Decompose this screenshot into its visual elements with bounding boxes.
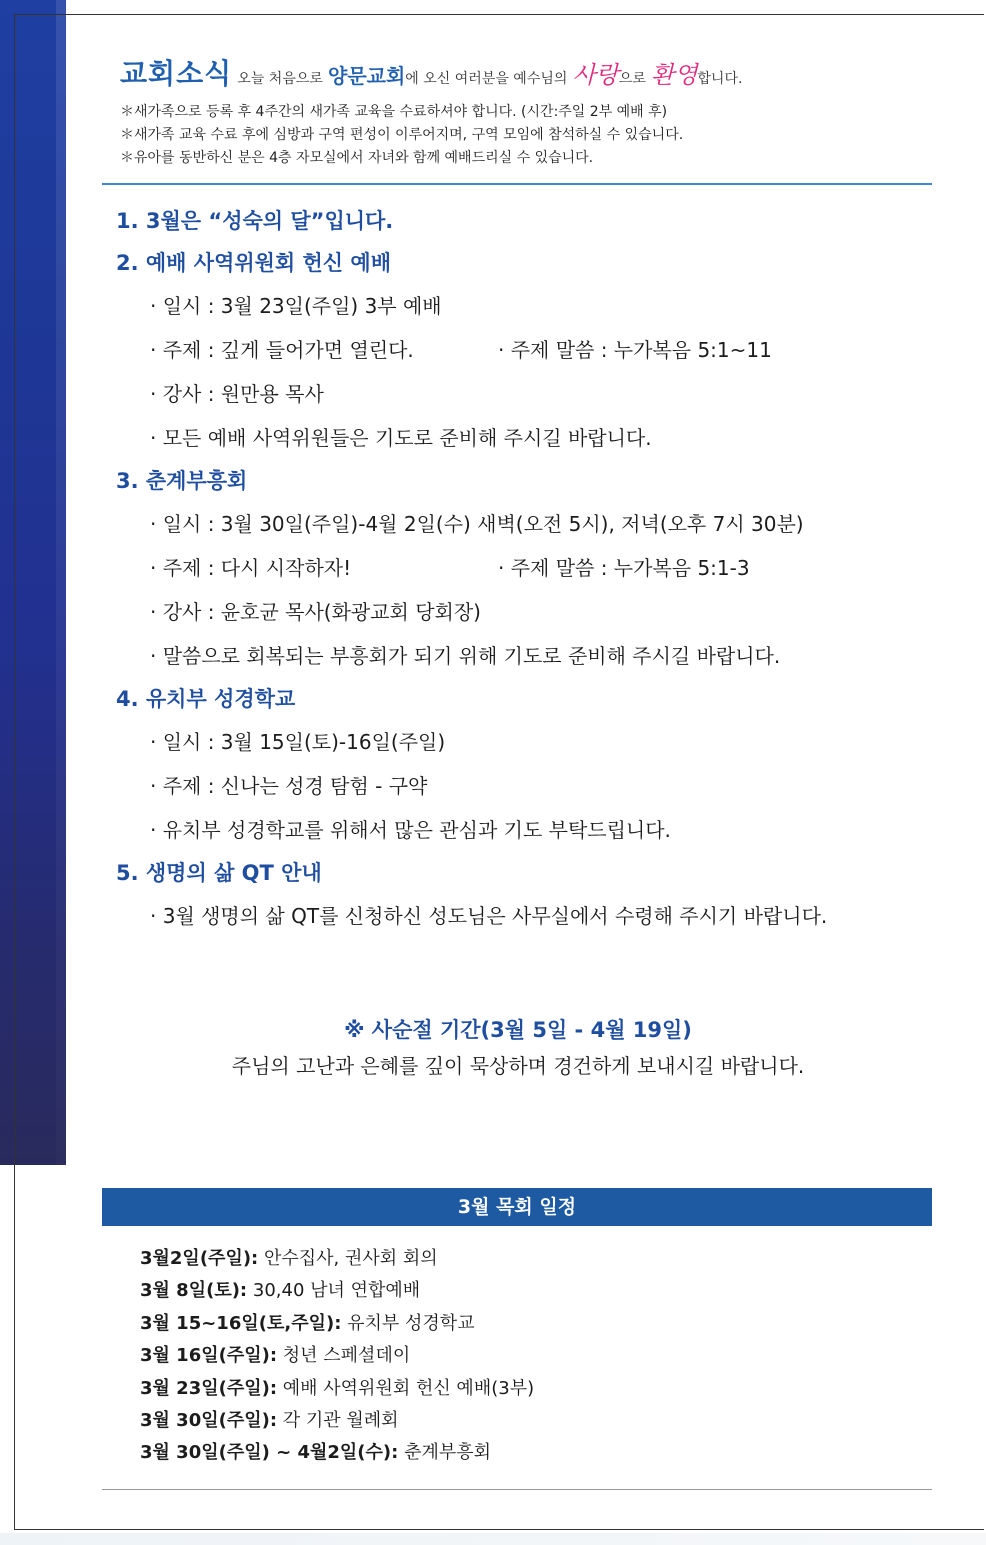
bullet-text: · 일시 : 3월 23일(주일) 3부 예배 [150, 294, 442, 318]
love-word: 사랑 [572, 61, 619, 89]
header-divider [102, 183, 932, 185]
bullet-item [116, 808, 946, 852]
bullet-item [116, 590, 946, 634]
newcomer-notes [120, 101, 683, 170]
bullet-item [116, 634, 946, 678]
bullet-item [116, 546, 946, 590]
welcome-word: 환영 [651, 61, 698, 89]
schedule-event: 춘계부흥회 [404, 1442, 492, 1464]
section-heading: 3. 춘계부흥회 [116, 469, 248, 493]
bullet-item [116, 284, 946, 328]
schedule-list [140, 1243, 534, 1470]
schedule-event: 예배 사역위원회 헌신 예배(3부) [282, 1377, 535, 1399]
bullet-item [116, 328, 946, 372]
schedule-event: 유치부 성경학교 [347, 1312, 475, 1334]
lent-notice [0, 1012, 986, 1084]
lent-text: 주님의 고난과 은혜를 깊이 묵상하며 경건하게 보내시길 바랍니다. [231, 1054, 805, 1078]
bullet-text: · 유치부 성경학교를 위해서 많은 관심과 기도 부탁드립니다. [150, 818, 671, 842]
schedule-title-bar: 3월 목회 일정 [102, 1188, 932, 1226]
schedule-date: 3월2일(주일): [140, 1248, 259, 1269]
note-item: ＊새가족으로 등록 후 4주간의 새가족 교육을 수료하셔야 합니다. (시간:주일 2부 예배 후) [120, 104, 668, 120]
welcome-line [120, 52, 940, 96]
schedule-item [140, 1243, 534, 1275]
schedule-date: 3월 8일(토): [140, 1280, 248, 1302]
lent-title: ※ 사순절 기간(3월 5일 - 4월 19일) [344, 1018, 692, 1042]
bullet-text: · 주제 : 다시 시작하자! [150, 556, 352, 580]
bullet-scripture: · 주제 말씀 : 누가복음 5:1~11 [498, 338, 772, 362]
greeting-text-2: 에 오신 여러분을 예수님의 [405, 71, 568, 87]
schedule-date: 3월 16일(주일): [140, 1345, 278, 1367]
greeting-text-4: 합니다. [697, 71, 743, 87]
bullet-item [116, 372, 946, 416]
schedule-item [140, 1340, 534, 1372]
schedule-date: 3월 23일(주일): [140, 1377, 278, 1399]
bullet-text: · 모든 예배 사역위원들은 기도로 준비해 주시길 바랍니다. [150, 426, 652, 450]
bullet-text: · 주제 : 신나는 성경 탐험 - 구약 [150, 774, 428, 798]
schedule-divider [102, 1489, 932, 1490]
page-title: 교회소식 [120, 57, 233, 90]
schedule-item [140, 1308, 534, 1340]
schedule-date: 3월 15~16일(토,주일): [140, 1312, 342, 1334]
bullet-text: · 강사 : 원만용 목사 [150, 382, 324, 406]
section-heading: 1. 3월은 “성숙의 달”입니다. [116, 209, 394, 233]
schedule-event: 30,40 남녀 연합예배 [252, 1280, 421, 1302]
bullet-text: · 주제 : 깊게 들어가면 열린다. [150, 338, 414, 362]
bullet-item [116, 502, 946, 546]
note-item: ＊새가족 교육 수료 후에 심방과 구역 편성이 이루어지며, 구역 모임에 참석하실 수 있습니다. [120, 127, 684, 143]
bullet-item [116, 720, 946, 764]
schedule-item [140, 1373, 534, 1405]
bullet-text: · 일시 : 3월 15일(토)-16일(주일) [150, 730, 446, 754]
bottom-strip [0, 1533, 986, 1545]
schedule-event: 안수집사, 권사회 회의 [264, 1248, 438, 1269]
section-heading: 5. 생명의 삶 QT 안내 [116, 861, 322, 885]
schedule-item [140, 1275, 534, 1307]
bullet-scripture: · 주제 말씀 : 누가복음 5:1-3 [498, 556, 750, 580]
bullet-text: · 강사 : 윤호균 목사(화광교회 당회장) [150, 600, 481, 624]
bullet-text: · 일시 : 3월 30일(주일)-4월 2일(수) 새벽(오전 5시), 저녁(오후 7시 30분) [150, 512, 804, 536]
bullet-text: · 말씀으로 회복되는 부흥회가 되기 위해 기도로 준비해 주시길 바랍니다. [150, 644, 781, 668]
bullet-item [116, 416, 946, 460]
schedule-item [140, 1437, 534, 1469]
section-heading: 4. 유치부 성경학교 [116, 687, 296, 711]
schedule-date: 3월 30일(주일) ~ 4월2일(수): [140, 1442, 399, 1464]
schedule-date: 3월 30일(주일): [140, 1409, 278, 1431]
section-heading: 2. 예배 사역위원회 헌신 예배 [116, 251, 391, 275]
greeting-text-1: 오늘 처음으로 [237, 71, 323, 87]
news-sections [116, 200, 946, 938]
schedule-item [140, 1405, 534, 1437]
bullet-item [116, 764, 946, 808]
schedule-event: 각 기관 월례회 [282, 1409, 399, 1431]
bullet-text: · 3월 생명의 삶 QT를 신청하신 성도님은 사무실에서 수령해 주시기 바랍니다. [150, 904, 828, 928]
schedule-event: 청년 스페셜데이 [282, 1345, 411, 1367]
greeting-text-3: 으로 [618, 71, 646, 87]
church-name: 양문교회 [328, 64, 406, 88]
note-item: ＊유아를 동반하신 분은 4층 자모실에서 자녀와 함께 예배드리실 수 있습니다. [120, 150, 594, 166]
church-news-header [120, 52, 940, 96]
bullet-item [116, 894, 946, 938]
